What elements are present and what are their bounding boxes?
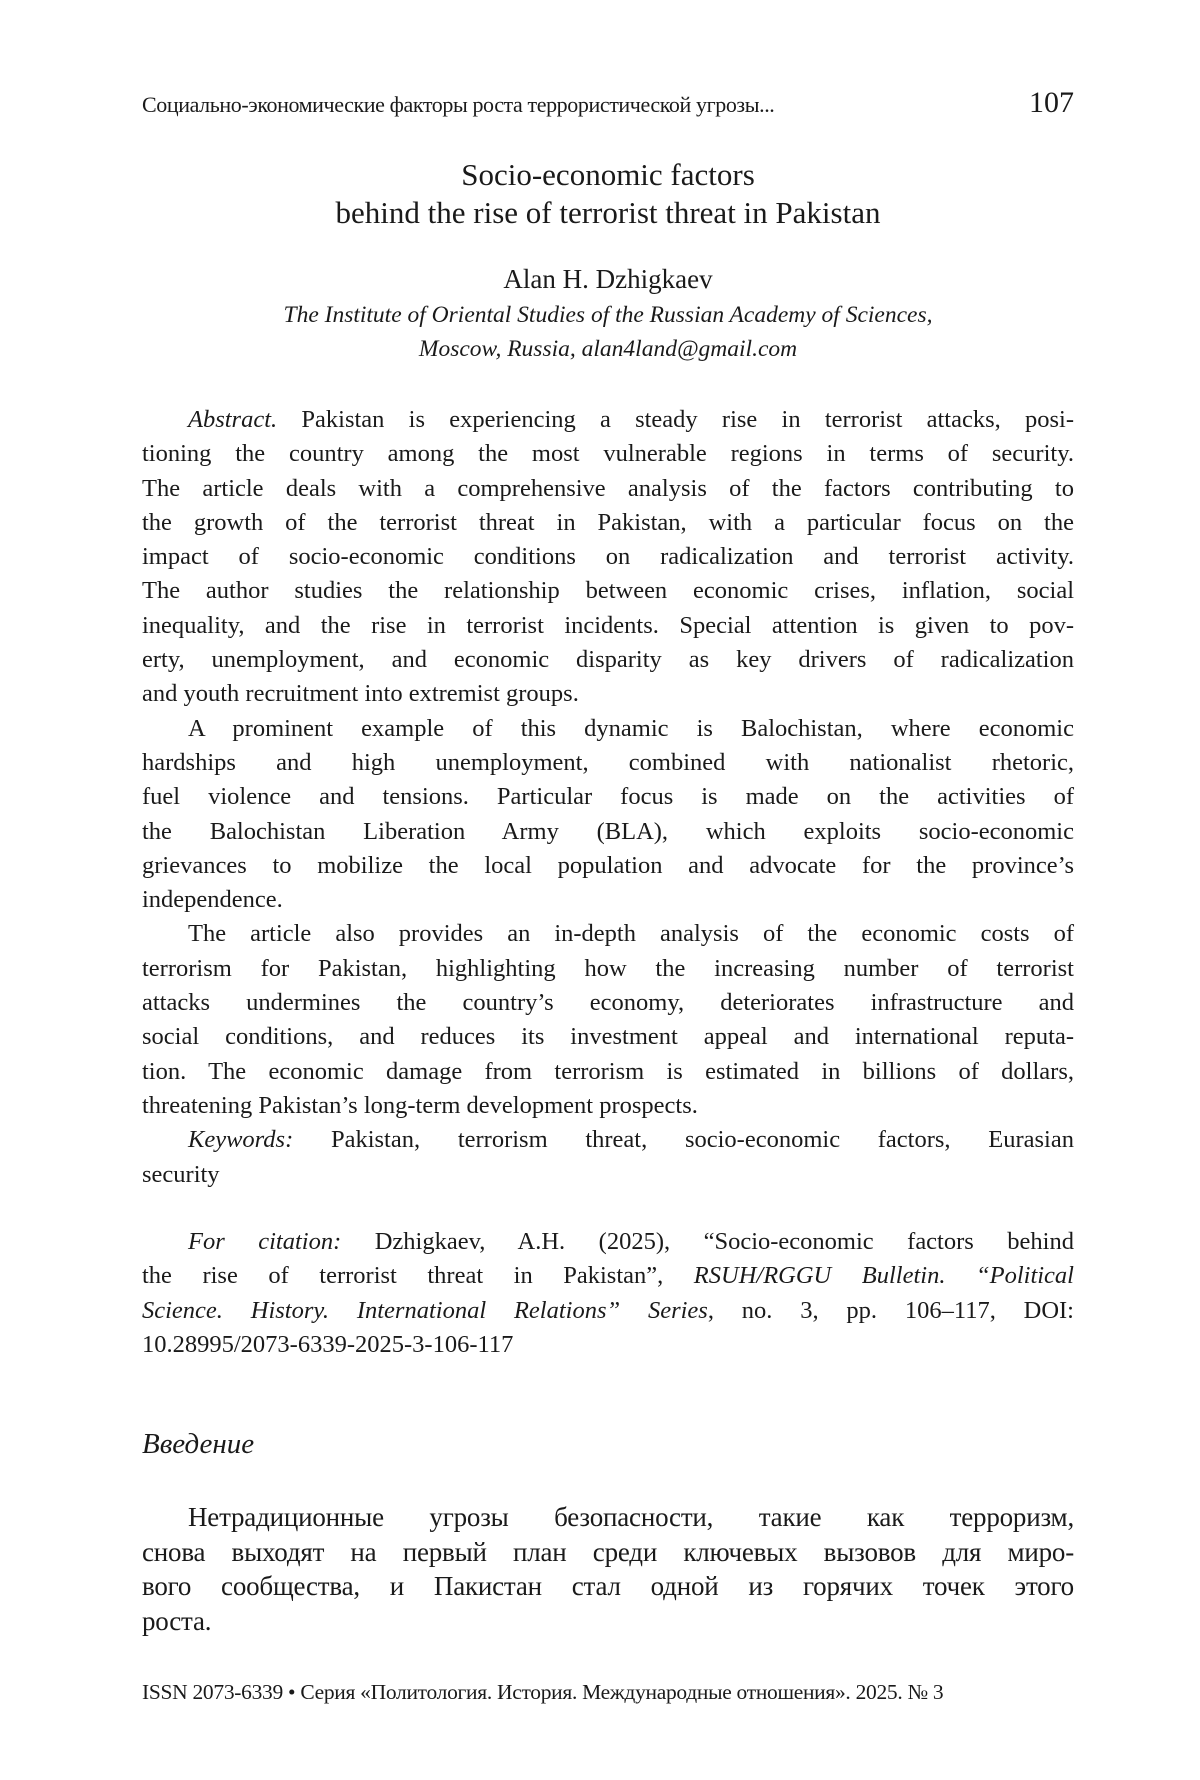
text-line: inequality, and the rise in terrorist incidents. Special attention is given to pov- — [142, 609, 1074, 643]
text-line — [142, 1225, 1074, 1259]
text-line: The article deals with a comprehensive analysis of the factors contributing to — [142, 472, 1074, 506]
text-line: роста. — [142, 1604, 1074, 1639]
keywords-line: security — [142, 1158, 1074, 1192]
text-line: and youth recruitment into extremist groups. — [142, 677, 1074, 711]
affiliation-line: The Institute of Oriental Studies of the Russian Academy of Sciences, — [142, 298, 1074, 332]
text-line: grievances to mobilize the local population and advocate for the province’s — [142, 849, 1074, 883]
body-paragraph — [142, 1500, 1074, 1638]
text-span: Pakistan is experiencing a steady rise in terrorist attacks, posi- — [277, 406, 1074, 433]
title-line: behind the rise of terrorist threat in Pakistan — [142, 194, 1074, 232]
journal-title: RSUH/RGGU Bulletin. “Political — [694, 1262, 1074, 1289]
text-span: , no. 3, pp. 106–117, DOI: — [708, 1297, 1074, 1324]
text-line: tion. The economic damage from terrorism is estimated in billions of dollars, — [142, 1055, 1074, 1089]
author-name: Alan H. Dzhigkaev — [142, 262, 1074, 296]
doi: 10.28995/2073-6339-2025-3-106-117 — [142, 1328, 1074, 1362]
text-span: Dzhigkaev, A.H. (2025), “Socio-economic factors behind — [341, 1228, 1074, 1255]
text-line: threatening Pakistan’s long-term development prospects. — [142, 1089, 1074, 1123]
text-line: terrorism for Pakistan, highlighting how the increasing number of terrorist — [142, 952, 1074, 986]
text-span: Pakistan, terrorism threat, socio-economic factors, Eurasian — [293, 1126, 1074, 1153]
text-line: Нетрадиционные угрозы безопасности, такие как терроризм, — [142, 1500, 1074, 1535]
text-line: social conditions, and reduces its investment appeal and international reputa- — [142, 1020, 1074, 1054]
title-line: Socio-economic factors — [142, 156, 1074, 194]
text-line — [142, 1294, 1074, 1328]
text-line: independence. — [142, 883, 1074, 917]
citation-label: For citation: — [188, 1228, 341, 1255]
text-line — [142, 403, 1074, 437]
text-line: erty, unemployment, and economic disparity as key drivers of radicalization — [142, 643, 1074, 677]
keywords-label: Keywords: — [188, 1126, 293, 1153]
journal-title: Science. History. International Relations” Series — [142, 1297, 708, 1324]
text-line: impact of socio-economic conditions on radicalization and terrorist activity. — [142, 540, 1074, 574]
page-footer: ISSN 2073-6339 • Серия «Политология. История. Международные отношения». 2025. № 3 — [142, 1680, 1074, 1705]
abstract-label: Abstract. — [188, 406, 277, 433]
text-line: the Balochistan Liberation Army (BLA), which exploits socio-economic — [142, 815, 1074, 849]
page-number: 107 — [1029, 86, 1074, 120]
section-heading: Введение — [142, 1428, 1074, 1461]
text-line: The article also provides an in-depth analysis of the economic costs of — [142, 917, 1074, 951]
text-line: снова выходят на первый план среди ключевых вызовов для миро- — [142, 1535, 1074, 1570]
affiliation-line: Moscow, Russia, alan4land@gmail.com — [142, 332, 1074, 366]
text-line: attacks undermines the country’s economy, deteriorates infrastructure and — [142, 986, 1074, 1020]
text-span: the rise of terrorist threat in Pakistan”, — [142, 1262, 694, 1289]
text-line: The author studies the relationship between economic crises, inflation, social — [142, 574, 1074, 608]
text-line: fuel violence and tensions. Particular focus is made on the activities of — [142, 780, 1074, 814]
text-line: tioning the country among the most vulnerable regions in terms of security. — [142, 437, 1074, 471]
text-line: the growth of the terrorist threat in Pakistan, with a particular focus on the — [142, 506, 1074, 540]
text-line — [142, 1259, 1074, 1293]
author-affiliation — [142, 298, 1074, 366]
text-line: A prominent example of this dynamic is Balochistan, where economic — [142, 712, 1074, 746]
article-title — [142, 156, 1074, 232]
keywords-line — [142, 1123, 1074, 1157]
text-line: вого сообщества, и Пакистан стал одной из горячих точек этого — [142, 1569, 1074, 1604]
citation — [142, 1225, 1074, 1362]
running-header: Социально-экономические факторы роста террористической угрозы... — [142, 92, 1074, 118]
abstract — [142, 403, 1074, 1192]
text-line: hardships and high unemployment, combined with nationalist rhetoric, — [142, 746, 1074, 780]
